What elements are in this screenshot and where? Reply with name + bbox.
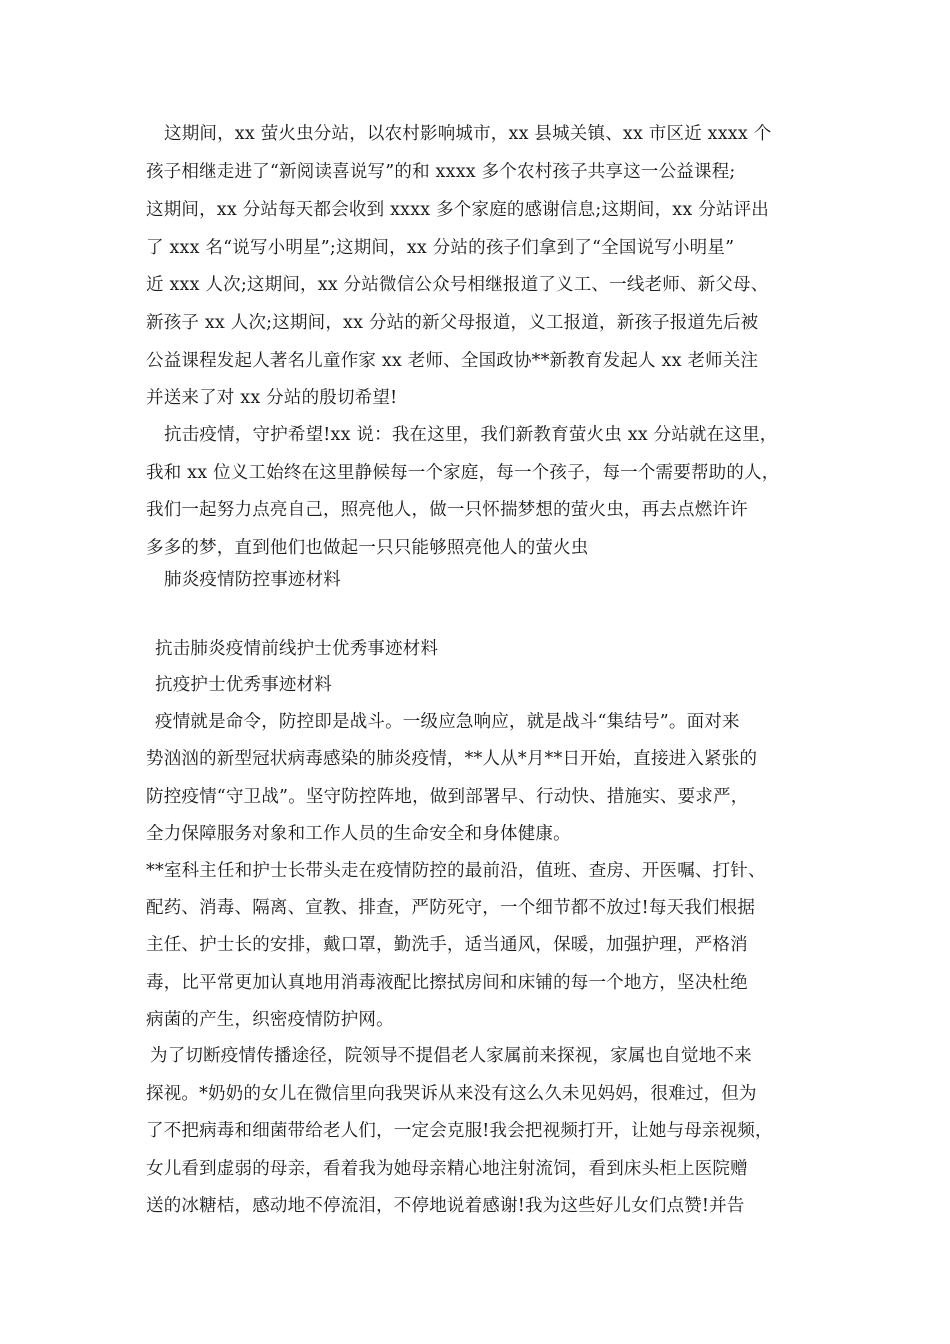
paragraph-4-line-5: 病菌的产生，织密疫情防护网。 [146, 1010, 394, 1030]
article-title: 抗击肺炎疫情前线护士优秀事迹材料 [155, 639, 439, 659]
paragraph-5-line-4: 女儿看到虚弱的母亲，看着我为她母亲精心地注射流饲，看到床头柜上医院赠 [146, 1159, 748, 1179]
paragraph-1-line-3: 这期间，xx 分站每天都会收到 xxxx 多个家庭的感谢信息;这期间，xx 分站评出 [146, 200, 769, 220]
paragraph-1-line-5: 近 xxx 人次;这期间，xx 分站微信公众号相继报道了义工、一线老师、新父母、 [146, 275, 769, 295]
paragraph-2-line-4: 多多的梦，直到他们也做起一只只能够照亮他人的萤火虫 [146, 538, 589, 558]
paragraph-1-line-7: 公益课程发起人著名儿童作家 xx 老师、全国政协**新教育发起人 xx 老师关注 [146, 351, 759, 371]
section-title: 肺炎疫情防控事迹材料 [164, 570, 341, 590]
paragraph-4-line-4: 毒，比平常更加认真地用消毒液配比擦拭房间和床铺的每一个地方，坚决杜绝 [146, 973, 748, 993]
paragraph-5-line-1: 为了切断疫情传播途径，院领导不提倡老人家属前来探视，家属也自觉地不来 [150, 1046, 752, 1066]
paragraph-1-line-1: 这期间，xx 萤火虫分站，以农村影响城市，xx 县城关镇、xx 市区近 xxxx 个 [164, 124, 772, 144]
paragraph-5-line-3: 了不把病毒和细菌带给老人们，一定会克服!我会把视频打开，让她与母亲视频， [146, 1121, 773, 1141]
paragraph-4-line-3: 主任、护士长的安排，戴口罩，勤洗手，适当通风，保暖，加强护理，严格消 [146, 935, 748, 955]
paragraph-5-line-5: 送的冰糖桔，感动地不停流泪，不停地说着感谢!我为这些好儿女们点赞!并告 [146, 1196, 745, 1216]
paragraph-1-line-6: 新孩子 xx 人次;这期间，xx 分站的新父母报道，义工报道，新孩子报道先后被 [146, 313, 759, 333]
article-subtitle: 抗疫护士优秀事迹材料 [155, 675, 332, 695]
paragraph-2-line-2: 我和 xx 位义工始终在这里静候每一个家庭，每一个孩子，每一个需要帮助的人， [146, 463, 780, 483]
paragraph-4-line-2: 配药、消毒、隔离、宣教、排查，严防死守，一个细节都不放过!每天我们根据 [146, 898, 756, 918]
paragraph-3-line-2: 势汹汹的新型冠状病毒感染的肺炎疫情，**人从*月**日开始，直接进入紧张的 [146, 749, 758, 769]
paragraph-3-line-4: 全力保障服务对象和工作人员的生命安全和身体健康。 [146, 824, 571, 844]
paragraph-2-line-1: 抗击疫情，守护希望!xx 说：我在这里，我们新教育萤火虫 xx 分站就在这里， [164, 425, 778, 445]
paragraph-4-line-1: **室科主任和护士长带头走在疫情防控的最前沿，值班、查房、开医嘱、打针、 [146, 861, 766, 881]
paragraph-1-line-2: 孩子相继走进了“新阅读喜说写”的和 xxxx 多个农村孩子共享这一公益课程; [146, 162, 736, 182]
paragraph-5-line-2: 探视。*奶奶的女儿在微信里向我哭诉从来没有这么久未见妈妈，很难过，但为 [146, 1084, 757, 1104]
paragraph-3-line-1: 疫情就是命令，防控即是战斗。一级应急响应，就是战斗“集结号”。面对来 [155, 712, 740, 732]
paragraph-1-line-8: 并送来了对 xx 分站的殷切希望! [146, 388, 398, 408]
paragraph-2-line-3: 我们一起努力点亮自己，照亮他人，做一只怀揣梦想的萤火虫，再去点燃许许 [146, 500, 748, 520]
paragraph-1-line-4: 了 xxx 名“说写小明星”;这期间，xx 分站的孩子们拿到了“全国说写小明星” [146, 238, 735, 258]
paragraph-3-line-3: 防控疫情“守卫战”。坚守防控阵地，做到部署早、行动快、措施实、要求严， [146, 787, 749, 807]
